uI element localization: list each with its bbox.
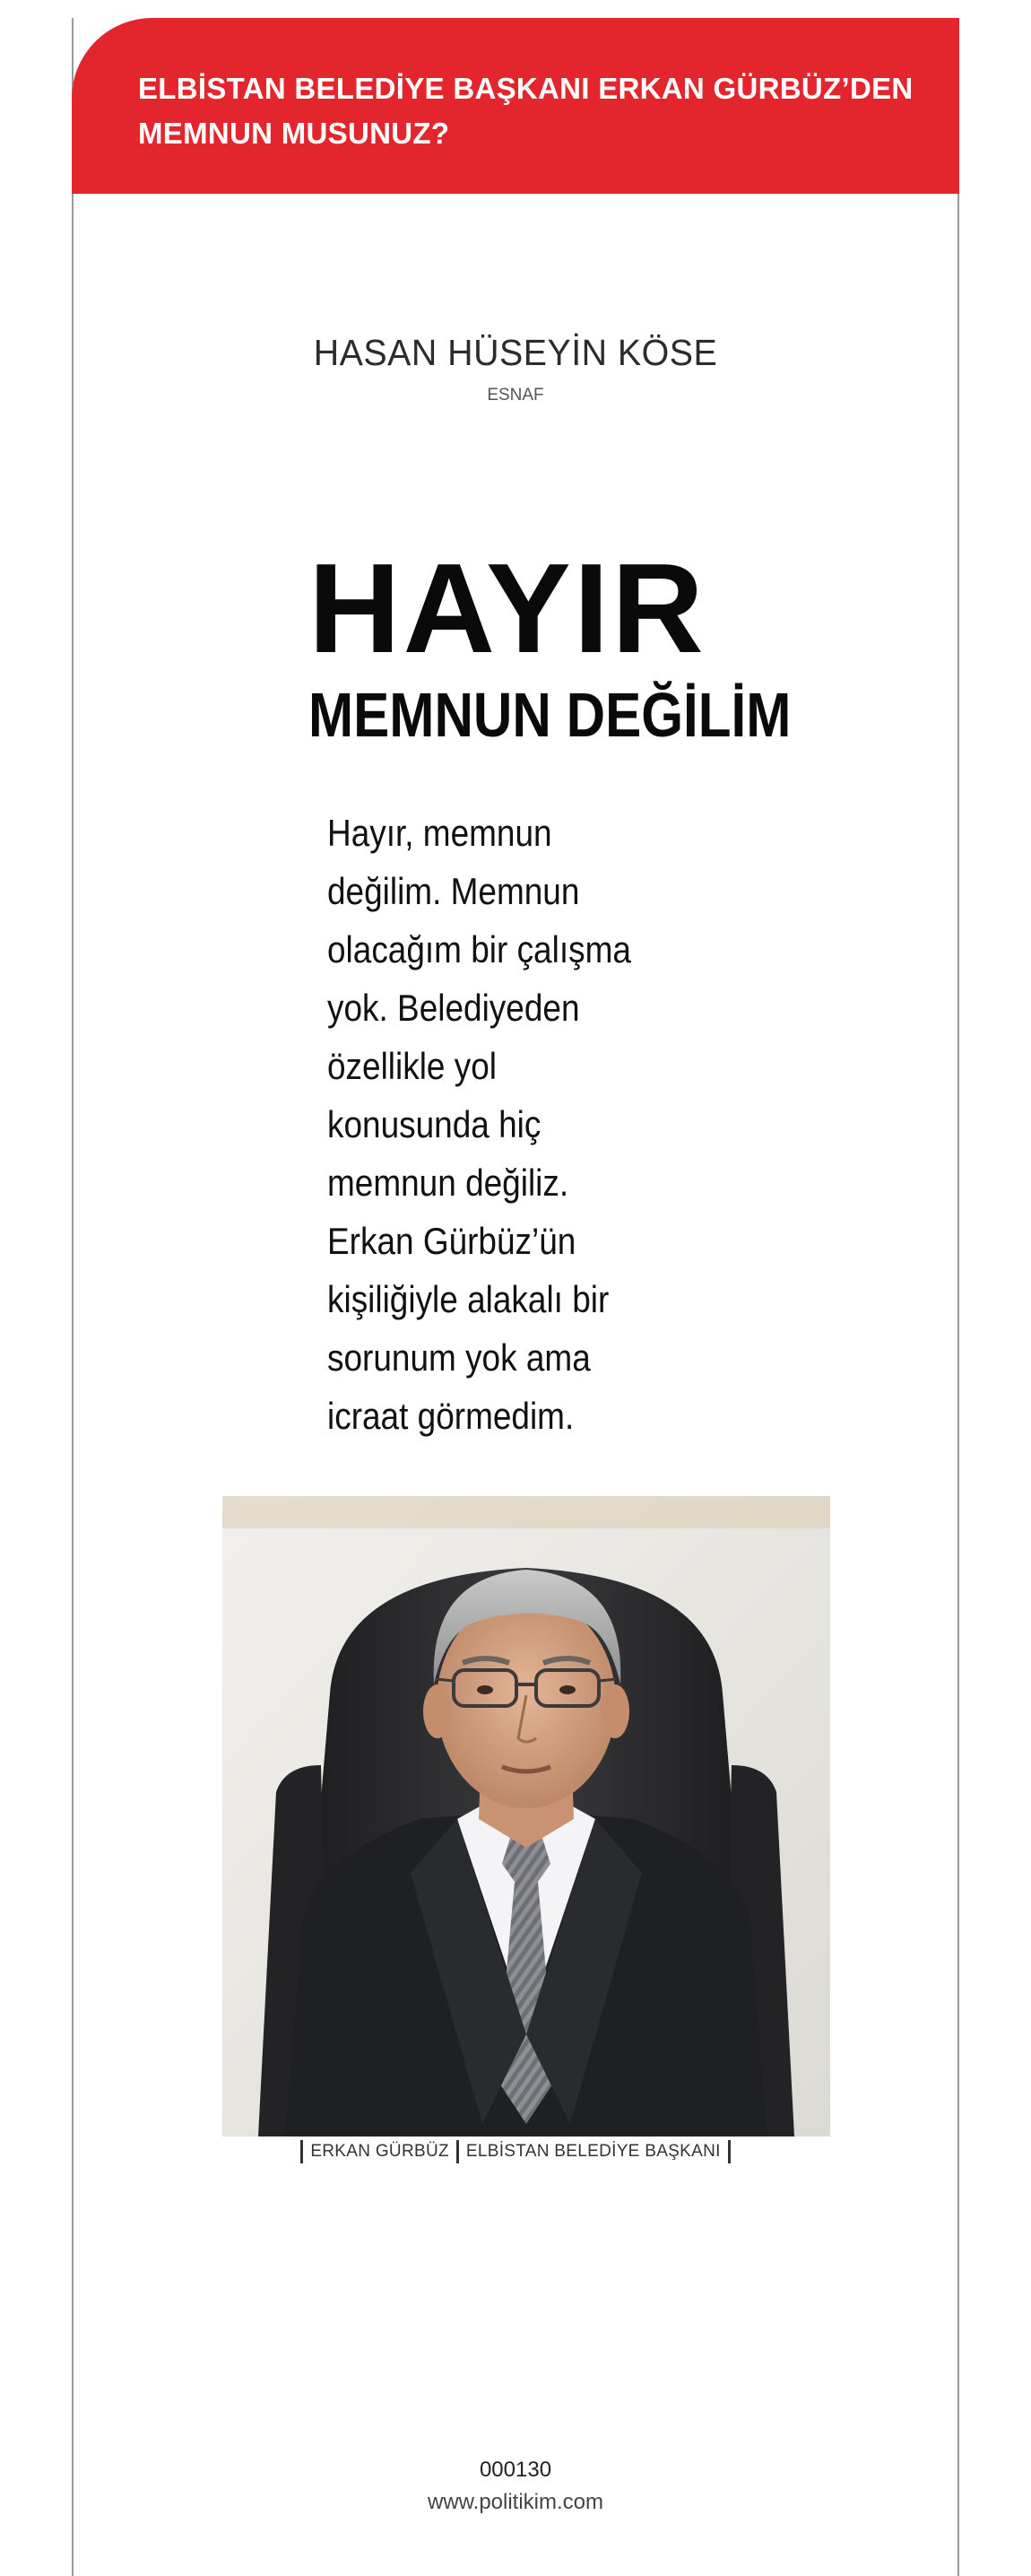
header-title-line2: MEMNUN MUSUNUZ? xyxy=(138,117,450,150)
answer-body-line: icraat görmedim. xyxy=(327,1395,575,1437)
answer-subheadline: MEMNUN DEĞİLİM xyxy=(308,680,792,750)
answer-body-line: memnun değiliz. xyxy=(327,1162,569,1204)
caption-name: ERKAN GÜRBÜZ xyxy=(310,2142,449,2161)
page-code: 000130 xyxy=(479,2458,552,2482)
website-link[interactable]: www.politikim.com xyxy=(427,2490,604,2514)
portrait-illustration xyxy=(222,1496,830,2137)
header-banner xyxy=(72,18,959,194)
respondent-role: ESNAF xyxy=(487,386,544,405)
caption-divider xyxy=(728,2140,731,2163)
caption-title: ELBİSTAN BELEDİYE BAŞKANI xyxy=(465,2142,721,2161)
portrait-photo xyxy=(222,1496,830,2137)
header-title-line1: ELBİSTAN BELEDİYE BAŞKANI ERKAN GÜRBÜZ’DEN xyxy=(138,72,914,105)
answer-body-line: Erkan Gürbüz’ün xyxy=(327,1220,576,1262)
answer-body-line: yok. Belediyeden xyxy=(327,987,580,1029)
respondent-name: HASAN HÜSEYİN KÖSE xyxy=(313,332,718,373)
caption-divider xyxy=(300,2140,303,2163)
answer-headline: HAYIR xyxy=(308,537,706,680)
header-title xyxy=(138,66,945,156)
answer-body-line: sorunum yok ama xyxy=(327,1336,591,1379)
answer-body-line: kişiliğiyle alakalı bir xyxy=(327,1278,610,1320)
photo-caption xyxy=(0,2140,1031,2163)
answer-body-line: konusunda hiç xyxy=(327,1103,541,1145)
answer-body-line: Hayır, memnun xyxy=(327,812,552,854)
answer-body-line: olacağım bir çalışma xyxy=(327,928,631,970)
answer-body xyxy=(327,804,704,1445)
answer-body-line: özellikle yol xyxy=(327,1045,497,1087)
answer-body-line: değilim. Memnun xyxy=(327,870,580,912)
caption-divider xyxy=(456,2140,459,2163)
